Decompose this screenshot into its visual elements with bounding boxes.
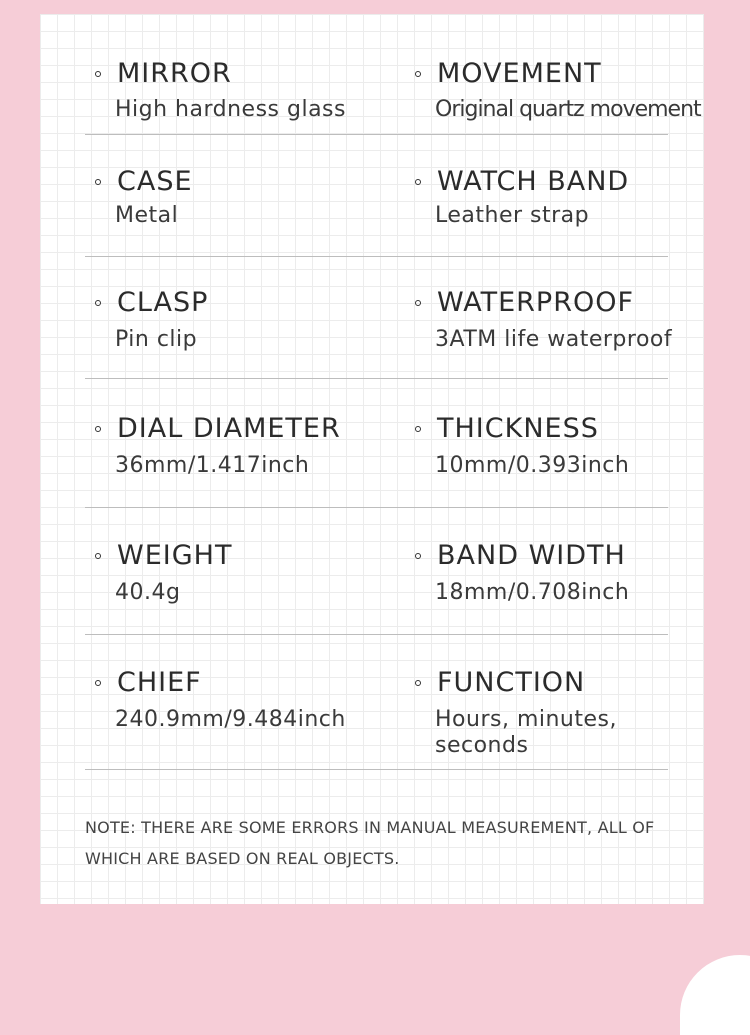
bullet-icon [415,680,421,686]
bullet-icon [415,426,421,432]
bullet-icon [415,300,421,306]
spec-label: CLASP [117,287,209,318]
spec-label: DIAL DIAMETER [117,413,341,444]
divider [85,378,668,379]
spec-label: FUNCTION [437,667,586,698]
spec-value: High hardness glass [115,97,346,122]
bullet-icon [95,179,101,185]
spec-label: BAND WIDTH [437,540,626,571]
bullet-icon [415,179,421,185]
divider [85,769,668,770]
spec-value: 40.4g [115,580,181,605]
bullet-icon [95,71,101,77]
spec-label: WATCH BAND [437,166,630,197]
divider [85,507,668,508]
spec-value: 10mm/0.393inch [435,453,630,478]
spec-value: Leather strap [435,203,590,228]
spec-label: CHIEF [117,667,202,698]
spec-value: Original quartz movement [435,97,701,122]
measurement-note: NOTE: THERE ARE SOME ERRORS IN MANUAL MEASUREMENT, ALL OF WHICH ARE BASED ON REAL OBJECTS. [85,818,655,868]
divider [85,634,668,635]
spec-card [40,14,704,904]
spec-label: WEIGHT [117,540,233,571]
spec-label: WATERPROOF [437,287,634,318]
bullet-icon [415,71,421,77]
spec-value: 3ATM life waterproof [435,327,673,352]
bullet-icon [95,553,101,559]
spec-value: 240.9mm/9.484inch [115,707,346,732]
spec-label: MOVEMENT [437,58,602,89]
spec-value: 18mm/0.708inch [435,580,630,605]
bullet-icon [415,553,421,559]
corner-decoration [680,955,750,1035]
spec-label: MIRROR [117,58,232,89]
divider [85,134,668,135]
spec-value: Metal [115,203,179,228]
bullet-icon [95,300,101,306]
bullet-icon [95,680,101,686]
spec-label: THICKNESS [437,413,599,444]
spec-value: Hours, minutes, seconds [435,707,617,758]
bullet-icon [95,426,101,432]
spec-value: 36mm/1.417inch [115,453,310,478]
spec-label: CASE [117,166,193,197]
spec-value: Pin clip [115,327,198,352]
divider [85,256,668,257]
